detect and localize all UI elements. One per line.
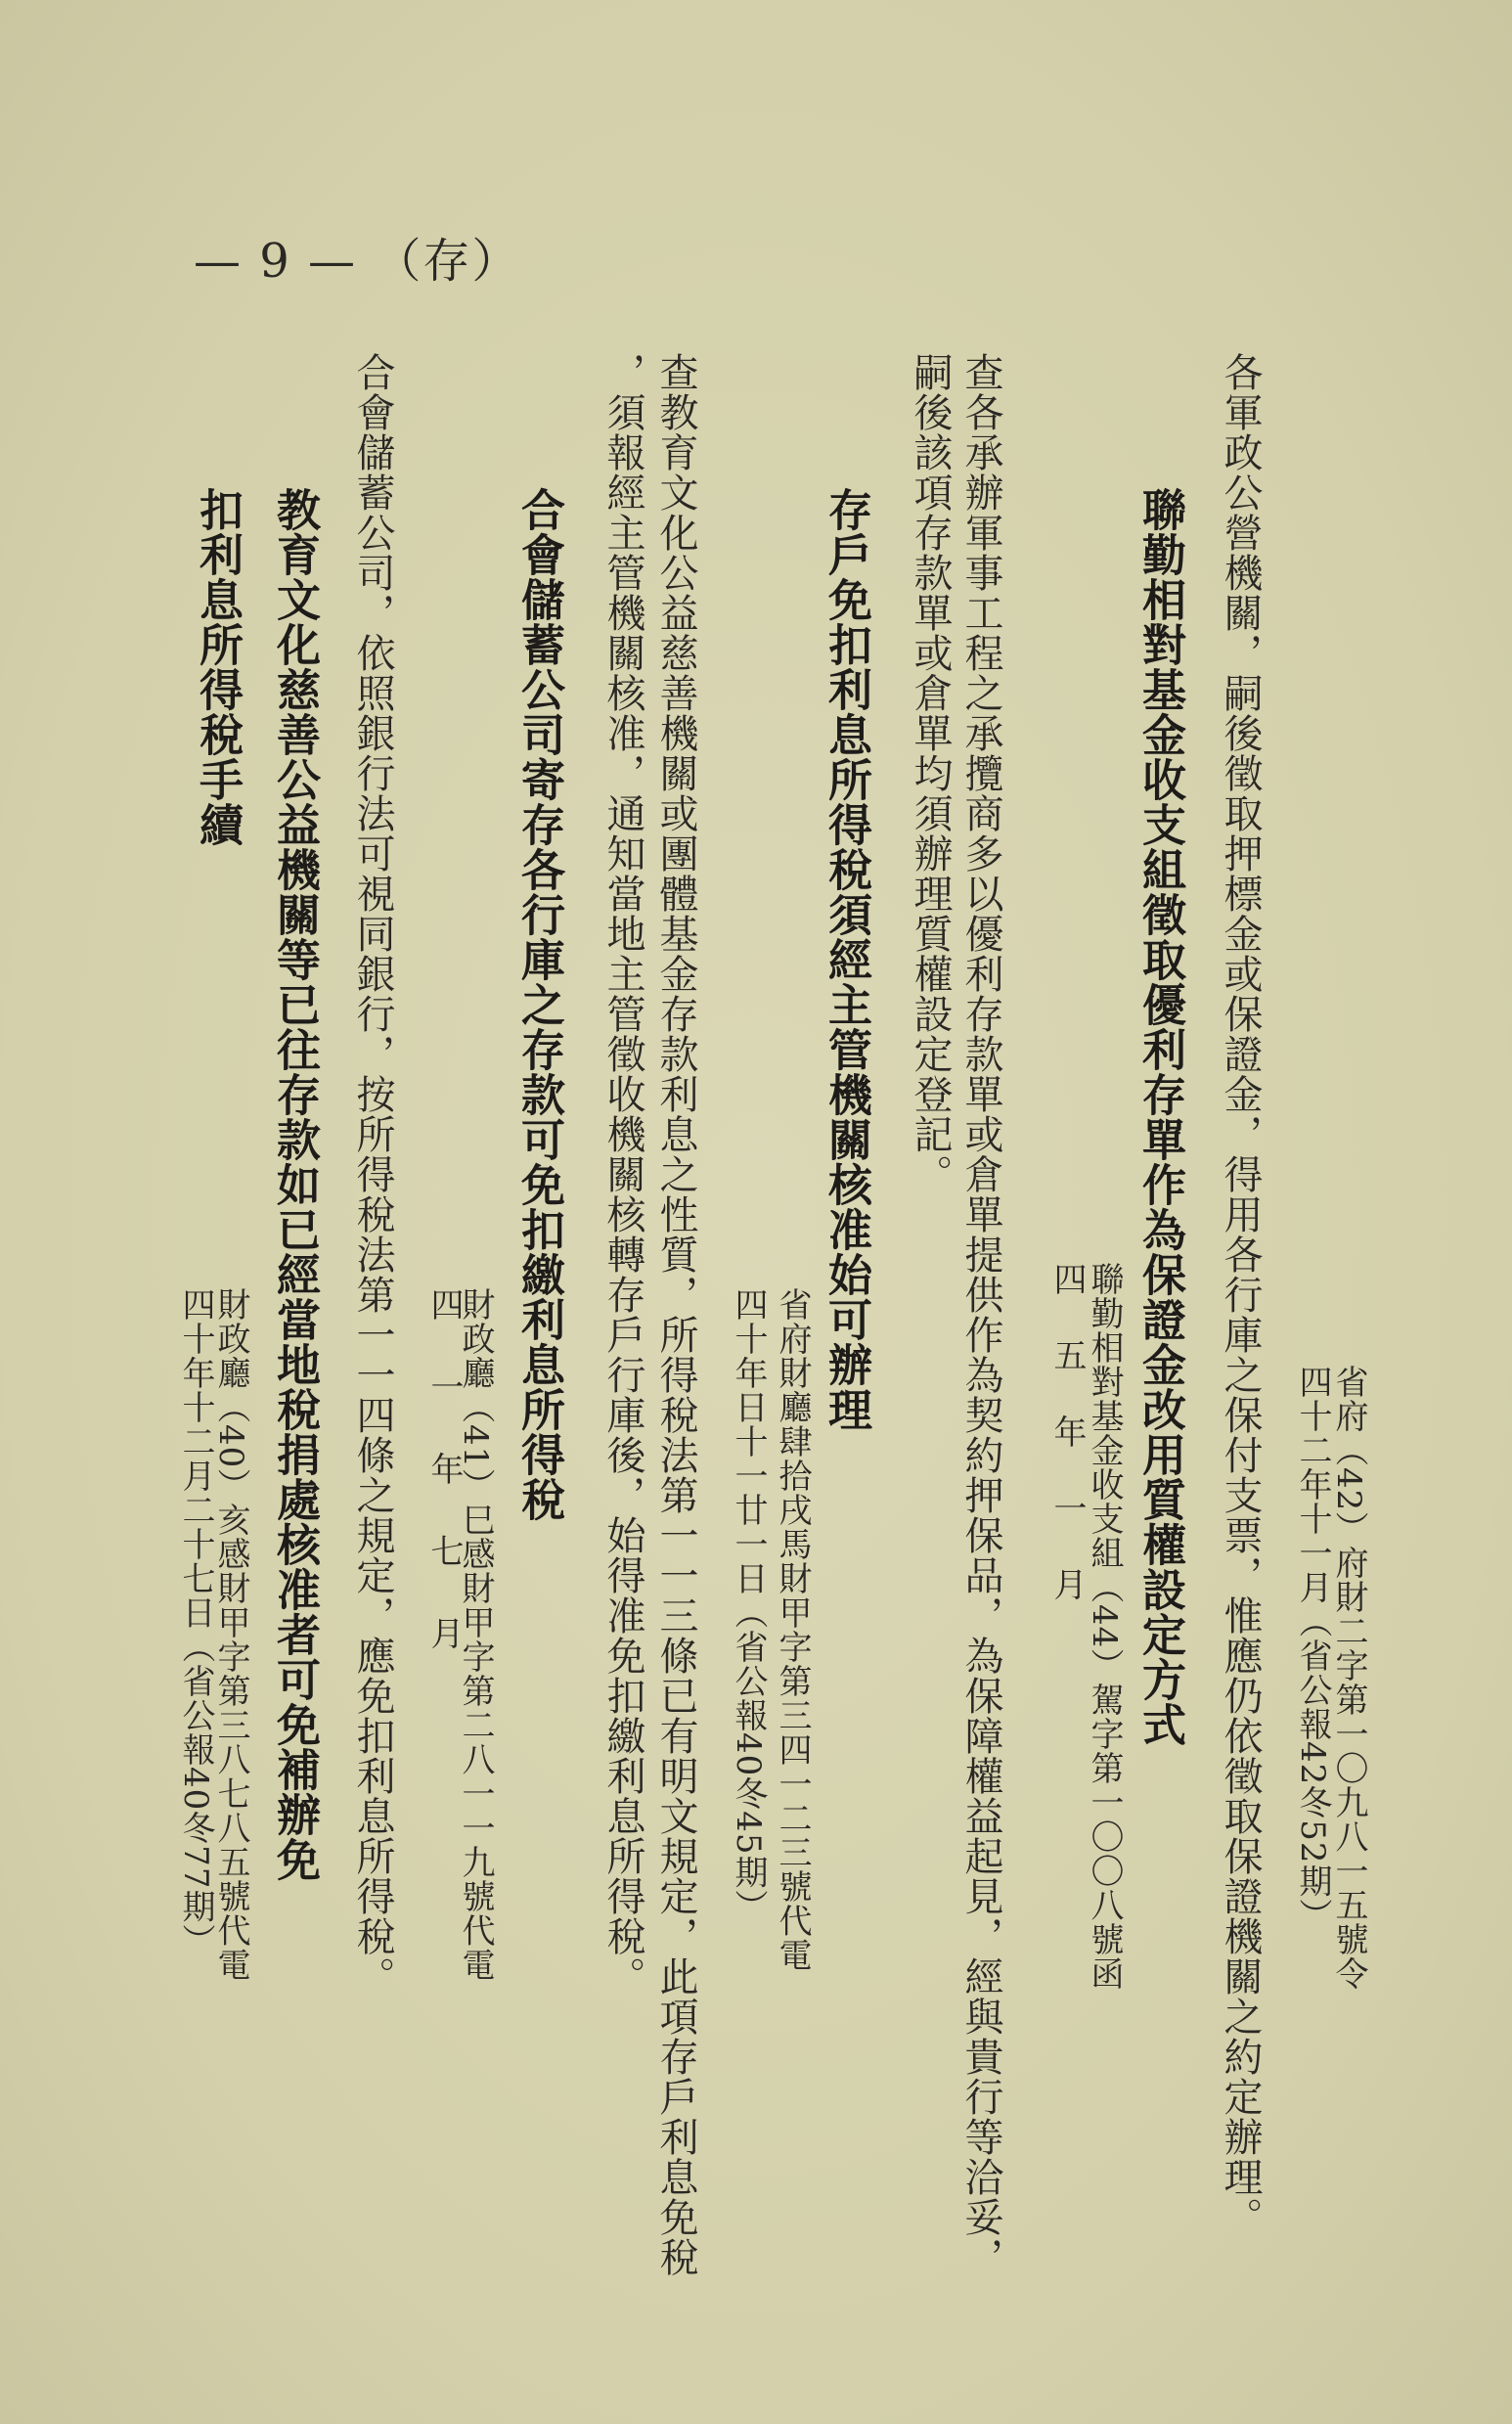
citation-line: 四十年十二月二十七日（省公報40冬77期） — [176, 1287, 215, 1958]
section-title: 聯勤相對基金收支組徵取優利存單作為保證金改用質權設定方式 — [1134, 487, 1186, 1747]
section-title: 扣利息所得稅手續 — [192, 487, 244, 847]
section-title: 教育文化慈善公益機關等已往存款如已經當地稅捐處核准者可免補辦免 — [269, 487, 321, 1882]
section-title: 合會儲蓄公司寄存各行庫之存款可免扣繳利息所得稅 — [513, 487, 565, 1522]
page-header — [194, 223, 520, 291]
citation-line: 四十年日十一廿一日（省公報40冬45期） — [729, 1287, 768, 1924]
page-number: — 9 — — [194, 234, 358, 289]
citation-line: 聯勤相對基金收支組（44）駕字第一〇〇八號函 — [1085, 1262, 1124, 1992]
body-text: 合會儲蓄公司，依照銀行法可視同銀行，按所得稅法第一一四條之規定，應免扣利息所得稅。 — [350, 352, 395, 1997]
citation-line: 四一年七月 — [424, 1287, 464, 1698]
section-mark: （存） — [374, 234, 521, 289]
citation-line: 省府財廳肆拾戌馬財甲字第三四一二三號代電 — [773, 1287, 812, 1972]
section-title: 存戶免扣利息所得稅須經主管機關核准始可辦理 — [821, 487, 872, 1432]
body-text: 嗣後該項存款單或倉單均須辦理質權設定登記。 — [908, 352, 953, 1194]
citation-line: 省府（42）府財二字第一〇九八一五號令 — [1329, 1365, 1368, 1992]
body-text: 查教育文化公益慈善機關或團體基金存款利息之性質，所得稅法第一一三條已有明文規定，此項存戶利息免稅 — [653, 352, 698, 2277]
citation-line: 四五年一月 — [1047, 1262, 1087, 1643]
body-text: ，須報經主管機關核准，通知當地主管徵收機關核轉存戶行庫後，始得准免扣繳利息所得稅。 — [600, 352, 645, 1997]
body-text: 查各承辦軍事工程之承攬商多以優利存款單或倉單提供作為契約押保品，為保障權益起見，經與貴行等洽妥， — [958, 352, 1003, 2277]
citation-line: 財政廳（40）亥感財甲字第三八七八五號代電 — [211, 1287, 250, 1983]
citation-line: 財政廳（41）巳感財甲字第二八一一九號代電 — [456, 1287, 495, 1983]
citation-line: 四十二年十一月（省公報42冬52期） — [1293, 1365, 1332, 1933]
body-text: 各軍政公營機關，嗣後徵取押標金或保證金，得用各行庫之保付支票，惟應仍依徵取保證機關之約定辦理。 — [1218, 352, 1263, 2237]
